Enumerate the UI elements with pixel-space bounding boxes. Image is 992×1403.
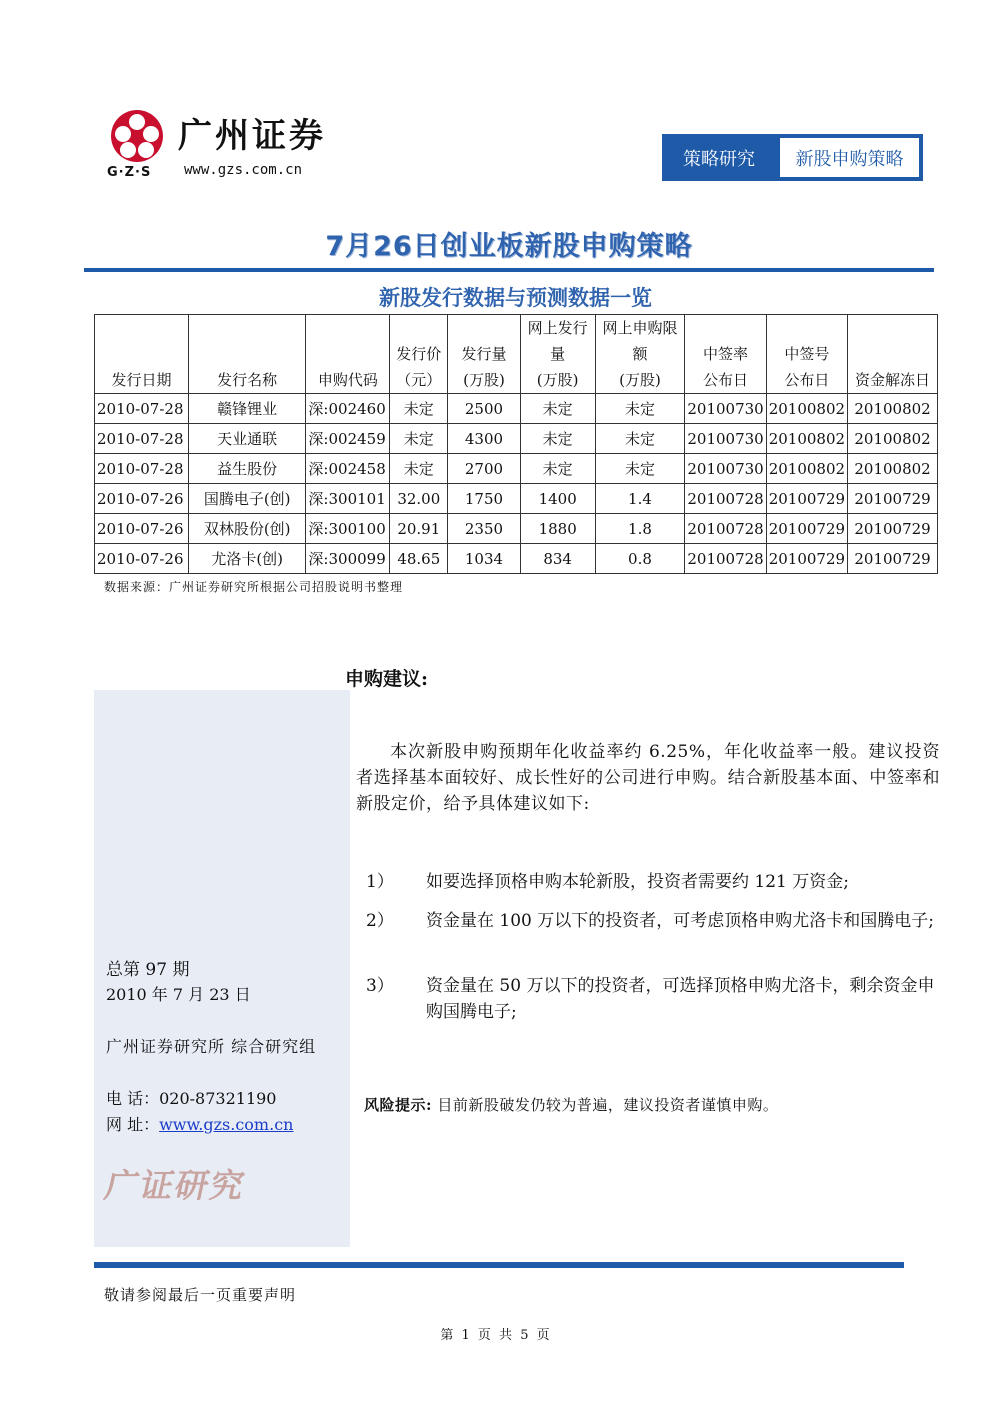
page-title: 7月26日创业板新股申购策略 bbox=[325, 231, 693, 262]
logo-name: 广州证券 bbox=[178, 116, 326, 156]
table-cell: 48.65 bbox=[390, 544, 448, 574]
table-cell: 1034 bbox=[448, 544, 521, 574]
table-cell: 20100802 bbox=[766, 394, 847, 424]
logo-url: www.gzs.com.cn bbox=[184, 162, 303, 178]
table-cell: 未定 bbox=[595, 424, 685, 454]
tab-ipo-strategy[interactable]: 新股申购策略 bbox=[780, 138, 919, 177]
table-cell: 国腾电子(创) bbox=[188, 484, 305, 514]
table-cell: 未定 bbox=[390, 454, 448, 484]
table-cell: 2350 bbox=[448, 514, 521, 544]
table-cell: 深:002460 bbox=[306, 394, 390, 424]
research-seal: 广证研究 bbox=[101, 1166, 250, 1205]
table-cell: 未定 bbox=[595, 454, 685, 484]
table-cell: 20100802 bbox=[848, 424, 938, 454]
table-cell: 1750 bbox=[448, 484, 521, 514]
table-cell: 未定 bbox=[390, 424, 448, 454]
table-cell: 20100729 bbox=[766, 514, 847, 544]
table-cell: 20100730 bbox=[685, 454, 766, 484]
contact-phone: 电 话：020-87321190 bbox=[106, 1089, 277, 1108]
table-cell: 未定 bbox=[520, 394, 595, 424]
table-cell: 4300 bbox=[448, 424, 521, 454]
advice-paragraph: 本次新股申购预期年化收益率约 6.25%，年化收益率一般。建议投资者选择基本面较好、成长性好的公司进行申购。结合新股基本面、中签率和新股定价，给予具体建议如下: bbox=[356, 742, 940, 814]
website-link[interactable]: www.gzs.com.cn bbox=[159, 1115, 294, 1134]
table-cell: 未定 bbox=[595, 394, 685, 424]
table-cell: 20100729 bbox=[766, 544, 847, 574]
table-cell: 20100730 bbox=[685, 424, 766, 454]
table-cell: 1.8 bbox=[595, 514, 685, 544]
table-cell: 2500 bbox=[448, 394, 521, 424]
title-divider bbox=[84, 268, 934, 272]
table-cell: 2700 bbox=[448, 454, 521, 484]
risk-warning: 风险提示: 目前新股破发仍较为普遍，建议投资者谨慎申购。 bbox=[364, 1096, 779, 1114]
footer-divider bbox=[94, 1262, 904, 1268]
header-price: 发行价 （元） bbox=[390, 315, 448, 394]
table-cell: 20100802 bbox=[766, 424, 847, 454]
table-cell: 1.4 bbox=[595, 484, 685, 514]
table-title: 新股发行数据与预测数据一览 bbox=[379, 285, 652, 310]
header-online-limit: 网上申购限 额 (万股) bbox=[595, 315, 685, 394]
section-heading: 申购建议: bbox=[345, 668, 429, 690]
tab-strategy-research[interactable]: 策略研究 bbox=[683, 148, 755, 170]
table-header-row bbox=[95, 315, 938, 394]
table-cell: 20100730 bbox=[685, 394, 766, 424]
table-cell: 20100729 bbox=[848, 544, 938, 574]
table-cell: 2010-07-28 bbox=[95, 424, 189, 454]
table-cell: 天业通联 bbox=[188, 424, 305, 454]
table-cell: 2010-07-26 bbox=[95, 484, 189, 514]
list-item: 1） 如要选择顶格申购本轮新股，投资者需要约 121 万资金; bbox=[366, 872, 849, 892]
disclaimer-notice: 敬请参阅最后一页重要声明 bbox=[104, 1286, 297, 1304]
data-source-note: 数据来源：广州证券研究所根据公司招股说明书整理 bbox=[104, 580, 404, 594]
table-cell: 未定 bbox=[520, 424, 595, 454]
table-cell: 2010-07-28 bbox=[95, 454, 189, 484]
table-cell: 未定 bbox=[390, 394, 448, 424]
table-cell: 32.00 bbox=[390, 484, 448, 514]
table-cell: 深:300101 bbox=[306, 484, 390, 514]
table-cell: 未定 bbox=[520, 454, 595, 484]
table-cell: 深:300100 bbox=[306, 514, 390, 544]
table-cell: 赣锋锂业 bbox=[188, 394, 305, 424]
table-cell: 20100729 bbox=[848, 514, 938, 544]
category-tabs bbox=[662, 134, 923, 181]
header-unfreeze: 资金解冻日 bbox=[848, 315, 938, 394]
table-row bbox=[95, 394, 938, 424]
ipo-data-table bbox=[94, 314, 938, 574]
list-item: 2） 资金量在 100 万以下的投资者，可考虑顶格申购尤洛卡和国腾电子; bbox=[366, 911, 934, 931]
list-item: 3） 资金量在 50 万以下的投资者，可选择顶格申购尤洛卡，剩余资金申购国腾电子; bbox=[366, 976, 935, 1022]
table-cell: 尤洛卡(创) bbox=[188, 544, 305, 574]
table-cell: 20100728 bbox=[685, 514, 766, 544]
table-cell: 20100728 bbox=[685, 484, 766, 514]
table-row bbox=[95, 454, 938, 484]
header-volume: 发行量 (万股) bbox=[448, 315, 521, 394]
header-name: 发行名称 bbox=[188, 315, 305, 394]
table-row bbox=[95, 484, 938, 514]
page-number: 第 1 页 共 5 页 bbox=[440, 1328, 552, 1343]
logo-abbr: G·Z·S bbox=[107, 165, 152, 180]
header-rate-day: 中签率 公布日 bbox=[685, 315, 766, 394]
table-cell: 834 bbox=[520, 544, 595, 574]
contact-website: 网 址：www.gzs.com.cn bbox=[106, 1115, 294, 1134]
table-cell: 20100802 bbox=[766, 454, 847, 484]
table-cell: 深:002458 bbox=[306, 454, 390, 484]
table-cell: 20100729 bbox=[848, 484, 938, 514]
research-org: 广州证券研究所 综合研究组 bbox=[106, 1037, 317, 1056]
table-cell: 20.91 bbox=[390, 514, 448, 544]
table-row bbox=[95, 544, 938, 574]
publish-date: 2010 年 7 月 23 日 bbox=[106, 985, 251, 1004]
header-lot-day: 中签号 公布日 bbox=[766, 315, 847, 394]
table-cell: 益生股份 bbox=[188, 454, 305, 484]
table-cell: 20100729 bbox=[766, 484, 847, 514]
table-cell: 2010-07-26 bbox=[95, 514, 189, 544]
table-cell: 深:002459 bbox=[306, 424, 390, 454]
table-cell: 0.8 bbox=[595, 544, 685, 574]
table-cell: 20100728 bbox=[685, 544, 766, 574]
table-cell: 20100802 bbox=[848, 394, 938, 424]
header-date: 发行日期 bbox=[95, 315, 189, 394]
header-code: 申购代码 bbox=[306, 315, 390, 394]
company-logo-icon bbox=[106, 108, 168, 164]
table-row bbox=[95, 514, 938, 544]
table-cell: 2010-07-28 bbox=[95, 394, 189, 424]
table-cell: 20100802 bbox=[848, 454, 938, 484]
table-cell: 双林股份(创) bbox=[188, 514, 305, 544]
table-row bbox=[95, 424, 938, 454]
table-cell: 1400 bbox=[520, 484, 595, 514]
table-cell: 2010-07-26 bbox=[95, 544, 189, 574]
table-cell: 1880 bbox=[520, 514, 595, 544]
table-cell: 深:300099 bbox=[306, 544, 390, 574]
header-online-volume: 网上发行 量 (万股) bbox=[520, 315, 595, 394]
issue-number: 总第 97 期 bbox=[106, 960, 190, 980]
